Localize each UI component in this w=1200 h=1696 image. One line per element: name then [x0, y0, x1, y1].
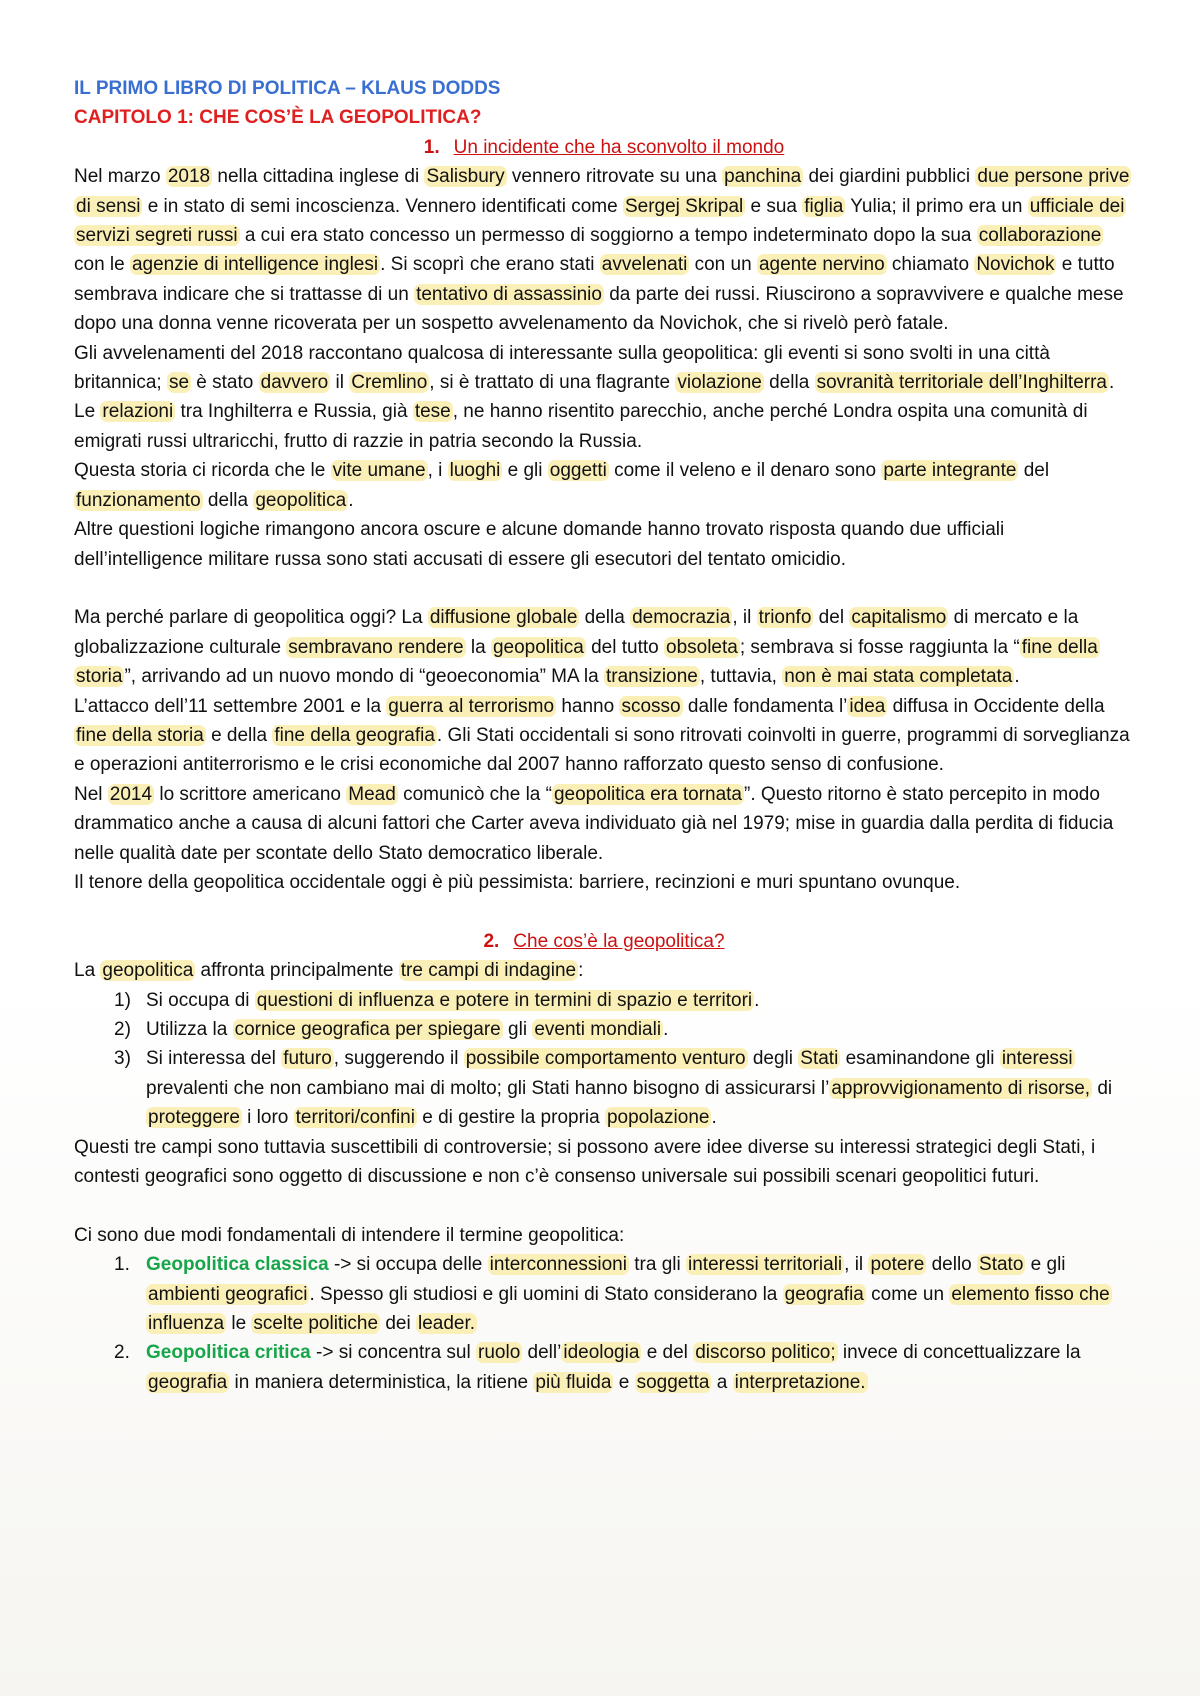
text-run: . Gli Stati occidentali si sono ritrovati coinvolti in guerre, programmi di sorveglianza e operazioni antiterrorismo e le crisi economiche dal 2007 hanno rafforzato questo senso di confusione. — [74, 724, 1130, 776]
text-run: chiamato — [886, 254, 975, 276]
text-run: e del — [641, 1342, 694, 1364]
list-item — [74, 1338, 1134, 1397]
highlighted-text: non è mai stata completata — [784, 666, 1013, 688]
text-run: dell’ — [522, 1342, 562, 1364]
text-run: a — [711, 1371, 733, 1393]
text-run: . Le — [74, 372, 1115, 423]
text-run: è stato — [191, 372, 259, 394]
highlighted-text: Stato — [979, 1254, 1024, 1276]
paragraph — [74, 603, 1134, 691]
highlighted-text: due persone prive di sensi — [76, 166, 1130, 217]
text-run: gli — [502, 1018, 533, 1040]
highlighted-text: fine della storia — [76, 636, 1098, 688]
text-run: . — [663, 1018, 669, 1040]
highlighted-text: tentativo di assassinio — [416, 283, 602, 305]
highlighted-text: collaborazione — [978, 225, 1102, 247]
highlighted-text: guerra al terrorismo — [388, 695, 555, 717]
highlighted-text: violazione — [677, 372, 762, 394]
text-run: Nel — [74, 783, 108, 805]
highlighted-text: geografia — [148, 1371, 228, 1393]
highlighted-text: sovranità territoriale dell’Inghilterra — [816, 372, 1107, 394]
highlighted-text: trionfo — [758, 607, 812, 629]
text-run: del — [1018, 460, 1050, 482]
highlighted-text: scosso — [621, 695, 681, 717]
text-run: e in stato di semi incoscienza. Vennero identificati come — [142, 195, 623, 217]
text-run: lo scrittore americano — [154, 783, 347, 805]
text-run: di mercato e la globalizzazione culturale — [74, 607, 1079, 658]
list-item — [74, 1250, 1134, 1338]
highlighted-text: geografia — [784, 1283, 864, 1305]
highlighted-text: questioni di influenza e potere in termini di spazio e territori — [256, 989, 753, 1011]
highlighted-text: Salisbury — [426, 166, 505, 188]
text-run: . Spesso gli studiosi e gli uomini di Stato considerano la — [309, 1283, 783, 1305]
text-run: Yulia; il primo era un — [845, 195, 1028, 217]
highlighted-text: soggetta — [636, 1371, 710, 1393]
highlighted-text: elemento fisso che influenza — [148, 1283, 1110, 1335]
highlighted-text: Mead — [348, 783, 396, 805]
modes-list — [74, 1250, 1134, 1397]
highlighted-text: ideologia — [563, 1342, 640, 1364]
text-run: nella cittadina inglese di — [212, 166, 425, 188]
text-run: -> si concentra sul — [310, 1342, 477, 1364]
text-run: in maniera deterministica, la ritiene — [229, 1371, 534, 1393]
book-title: IL PRIMO LIBRO DI POLITICA – KLAUS DODDS — [74, 78, 501, 99]
fields-list — [74, 986, 1134, 1133]
text-run: e — [613, 1371, 635, 1393]
text-run: invece di concettualizzare la — [837, 1342, 1081, 1364]
list-marker: 2) — [114, 1018, 131, 1040]
section-1-title: Un incidente che ha sconvolto il mondo — [453, 136, 785, 158]
text-run: il — [330, 372, 350, 394]
section-2-number: 2. — [483, 930, 500, 952]
list-item-text — [146, 1342, 1081, 1392]
highlighted-text: scelte politiche — [253, 1313, 379, 1335]
highlighted-text: Sergej Skripal — [624, 195, 744, 217]
highlighted-text: figlia — [804, 195, 844, 217]
highlighted-text: luoghi — [449, 460, 501, 482]
list-marker: 3) — [114, 1048, 131, 1070]
text-run: Ci sono due modi fondamentali di intendere il termine geopolitica: — [74, 1224, 625, 1246]
text-run: . — [1014, 666, 1020, 688]
text-run: del tutto — [585, 636, 664, 658]
text-run: e della — [205, 724, 273, 746]
text-run: . — [711, 1107, 717, 1129]
text-run: e sua — [745, 195, 803, 217]
list-marker: 1) — [114, 989, 131, 1011]
highlighted-text: agenzie di intelligence inglesi — [131, 254, 379, 276]
blank-line — [74, 897, 1134, 926]
text-run: hanno — [556, 695, 620, 717]
text-run: della — [763, 372, 815, 394]
highlighted-text: 2014 — [109, 783, 153, 805]
text-run: i loro — [241, 1107, 294, 1129]
text-run: con le — [74, 254, 130, 276]
text-run: Utilizza la — [146, 1018, 233, 1040]
highlighted-text: tre campi di indagine — [400, 960, 577, 982]
text-run: L’attacco dell’11 settembre 2001 e la — [74, 695, 387, 717]
highlighted-text: ambienti geografici — [148, 1283, 308, 1305]
text-run: . Si scoprì che erano stati — [380, 254, 600, 276]
text-run: da parte dei russi. Riuscirono a sopravvivere e qualche mese dopo una donna venne ricoverata per un sospetto avvelenamento da Novichok, che si rivelò però fatale. — [74, 283, 1124, 335]
text-run: diffusa in Occidente della — [887, 695, 1105, 717]
text-run: la — [465, 636, 491, 658]
highlighted-text: davvero — [260, 372, 329, 394]
paragraph — [74, 692, 1134, 780]
list-item-text — [146, 990, 759, 1011]
text-run: Questi tre campi sono tuttavia suscettibili di controversie; si possono avere idee diverse su interessi strategici degli Stati, i contesti geografici sono oggetto di discussione e non c’è consenso universale sui possibili scenari geopolitici futuri. — [74, 1136, 1096, 1187]
highlighted-text: ufficiale dei servizi segreti russi — [76, 195, 1125, 247]
highlighted-text: leader. — [417, 1313, 476, 1335]
highlighted-text: obsoleta — [666, 636, 738, 658]
text-run: ”. Questo ritorno è stato percepito in modo drammatico anche a causa di alcuni fattori che Carter aveva individuato già nel 1979; mise in guardia dalla perdita di fiducia nelle qualità date per scontate dello Stato democratico liberale. — [74, 783, 1114, 864]
section-2-heading — [74, 927, 1134, 956]
text-run: . — [348, 489, 354, 511]
paragraph — [74, 1133, 1134, 1192]
highlighted-text: interpretazione. — [734, 1371, 866, 1393]
text-run: degli — [747, 1048, 799, 1070]
text-run: vennero ritrovate su una — [506, 166, 723, 188]
text-run: e gli — [1025, 1254, 1066, 1276]
text-run: , ne hanno risentito parecchio, anche perché Londra ospita una comunità di emigrati russi ultraricchi, frutto di razzie in patria secondo la Russia. — [74, 401, 1088, 452]
section-1-heading — [74, 133, 1134, 162]
text-run: esaminandone gli — [840, 1048, 1000, 1070]
term-label: Geopolitica classica — [146, 1254, 329, 1276]
highlighted-text: 2018 — [167, 166, 211, 188]
text-run: Gli avvelenamenti del 2018 raccontano qualcosa di interessante sulla geopolitica: gli eventi si sono svolti in una città britannica; — [74, 342, 1050, 394]
text-run: ; sembrava si fosse raggiunta la “ — [739, 636, 1020, 658]
highlighted-text: avvelenati — [601, 254, 688, 276]
highlighted-text: cornice geografica per spiegare — [234, 1018, 501, 1040]
text-run: ”, arrivando ad un nuovo mondo di “geoeconomia” MA la — [124, 666, 604, 688]
highlighted-text: fine della storia — [76, 724, 204, 746]
highlighted-text: capitalismo — [851, 607, 947, 629]
text-run: , i — [427, 460, 448, 482]
text-run: come un — [865, 1283, 950, 1305]
paragraph — [74, 1221, 1134, 1250]
text-run: Altre questioni logiche rimangono ancora oscure e alcune domande hanno trovato risposta quando due ufficiali dell’intelligence militare russa sono stati accusati di essere gli esecutori del tentato omicidio. — [74, 519, 1005, 570]
highlighted-text: agente nervino — [758, 254, 885, 276]
highlighted-text: oggetti — [549, 460, 607, 482]
highlighted-text: geopolitica — [255, 489, 347, 511]
highlighted-text: proteggere — [148, 1107, 240, 1129]
highlighted-text: se — [168, 372, 190, 394]
section-2-title: Che cos’è la geopolitica? — [513, 930, 725, 952]
paragraph — [74, 515, 1134, 574]
text-run: , tuttavia, — [699, 666, 783, 688]
paragraph — [74, 162, 1134, 338]
highlighted-text: discorso politico; — [695, 1342, 836, 1364]
text-run: affronta principalmente — [195, 960, 399, 982]
text-run: a cui era stato concesso un permesso di soggiorno a tempo indeterminato dopo la sua — [239, 225, 977, 247]
paragraph — [74, 339, 1134, 457]
text-run: dello — [926, 1254, 978, 1276]
highlighted-text: tese — [414, 401, 451, 423]
list-item — [74, 1015, 1134, 1044]
list-marker: 2. — [114, 1342, 130, 1364]
text-run: dei — [380, 1313, 416, 1335]
text-run: le — [226, 1313, 252, 1335]
text-run: prevalenti che non cambiano mai di molto; gli Stati hanno bisogno di assicurarsi l’ — [146, 1077, 830, 1099]
list-item-text — [146, 1254, 1112, 1334]
section-1-number: 1. — [423, 136, 440, 158]
text-run: , il — [732, 607, 757, 629]
highlighted-text: Cremlino — [351, 372, 428, 394]
text-run: , il — [844, 1254, 869, 1276]
highlighted-text: eventi mondiali — [534, 1018, 662, 1040]
text-run: di — [1092, 1077, 1113, 1099]
text-run: , si è trattato di una flagrante — [429, 372, 676, 394]
highlighted-text: interessi territoriali — [688, 1254, 843, 1276]
highlighted-text: potere — [870, 1254, 925, 1276]
highlighted-text: geopolitica — [492, 636, 584, 658]
highlighted-text: possibile comportamento venturo — [465, 1048, 746, 1070]
highlighted-text: più fluida — [535, 1371, 612, 1393]
blank-line — [74, 1191, 1134, 1220]
highlighted-text: interessi — [1001, 1048, 1073, 1070]
text-run: Nel marzo — [74, 166, 166, 188]
text-run: . — [754, 989, 760, 1011]
highlighted-text: approvvigionamento di risorse, — [831, 1077, 1091, 1099]
paragraph — [74, 868, 1134, 897]
paragraph — [74, 456, 1134, 515]
text-run: con un — [689, 254, 757, 276]
text-run: -> si occupa delle — [328, 1254, 488, 1276]
text-run: Il tenore della geopolitica occidentale oggi è più pessimista: barriere, recinzioni e muri spuntano ovunque. — [74, 871, 961, 893]
blank-line — [74, 574, 1134, 603]
chapter-title: CAPITOLO 1: CHE COS’È LA GEOPOLITICA? — [74, 107, 482, 129]
highlighted-text: Stati — [800, 1048, 839, 1070]
paragraph — [74, 780, 1134, 868]
highlighted-text: fine della geografia — [274, 724, 435, 746]
highlighted-text: vite umane — [332, 460, 426, 482]
highlighted-text: geopolitica era tornata — [553, 783, 742, 805]
highlighted-text: parte integrante — [883, 460, 1017, 482]
text-run: , suggerendo il — [333, 1048, 464, 1070]
list-item — [74, 986, 1134, 1015]
highlighted-text: transizione — [605, 666, 698, 688]
highlighted-text: panchina — [724, 166, 802, 188]
document-body — [74, 74, 1134, 1397]
highlighted-text: futuro — [283, 1048, 332, 1070]
text-run: Si occupa di — [146, 989, 255, 1011]
highlighted-text: territori/confini — [295, 1107, 415, 1129]
text-run: del — [813, 607, 850, 629]
highlighted-text: Novichok — [976, 254, 1055, 276]
highlighted-text: ruolo — [478, 1342, 521, 1364]
text-run: Questa storia ci ricorda che le — [74, 460, 331, 482]
highlighted-text: sembravano rendere — [288, 636, 464, 658]
list-item-text — [146, 1048, 1112, 1128]
text-run: della — [202, 489, 254, 511]
text-run: La — [74, 960, 101, 982]
text-run: dei giardini pubblici — [803, 166, 976, 188]
text-run: della — [579, 607, 631, 629]
text-run: e gli — [502, 460, 548, 482]
paragraph — [74, 956, 1134, 985]
highlighted-text: idea — [849, 695, 886, 717]
text-run: e tutto sembrava indicare che si trattasse di un — [74, 254, 1115, 305]
text-run: comunicò che la “ — [397, 783, 552, 805]
highlighted-text: popolazione — [606, 1107, 710, 1129]
text-run: come il veleno e il denaro sono — [608, 460, 882, 482]
text-run: dalle fondamenta l’ — [682, 695, 848, 717]
text-run: : — [578, 960, 584, 982]
text-run: tra Inghilterra e Russia, già — [175, 401, 413, 423]
text-run: Si interessa del — [146, 1048, 282, 1070]
term-label: Geopolitica critica — [146, 1342, 311, 1364]
highlighted-text: democrazia — [632, 607, 731, 629]
highlighted-text: interconnessioni — [489, 1254, 627, 1276]
list-item-text — [146, 1019, 668, 1040]
list-marker: 1. — [114, 1254, 130, 1276]
text-run: e di gestire la propria — [416, 1107, 605, 1129]
highlighted-text: funzionamento — [76, 489, 201, 511]
highlighted-text: relazioni — [102, 401, 174, 423]
highlighted-text: diffusione globale — [429, 607, 578, 629]
text-run: Ma perché parlare di geopolitica oggi? La — [74, 607, 428, 629]
text-run: tra gli — [628, 1254, 686, 1276]
highlighted-text: geopolitica — [102, 960, 194, 982]
list-item — [74, 1044, 1134, 1132]
